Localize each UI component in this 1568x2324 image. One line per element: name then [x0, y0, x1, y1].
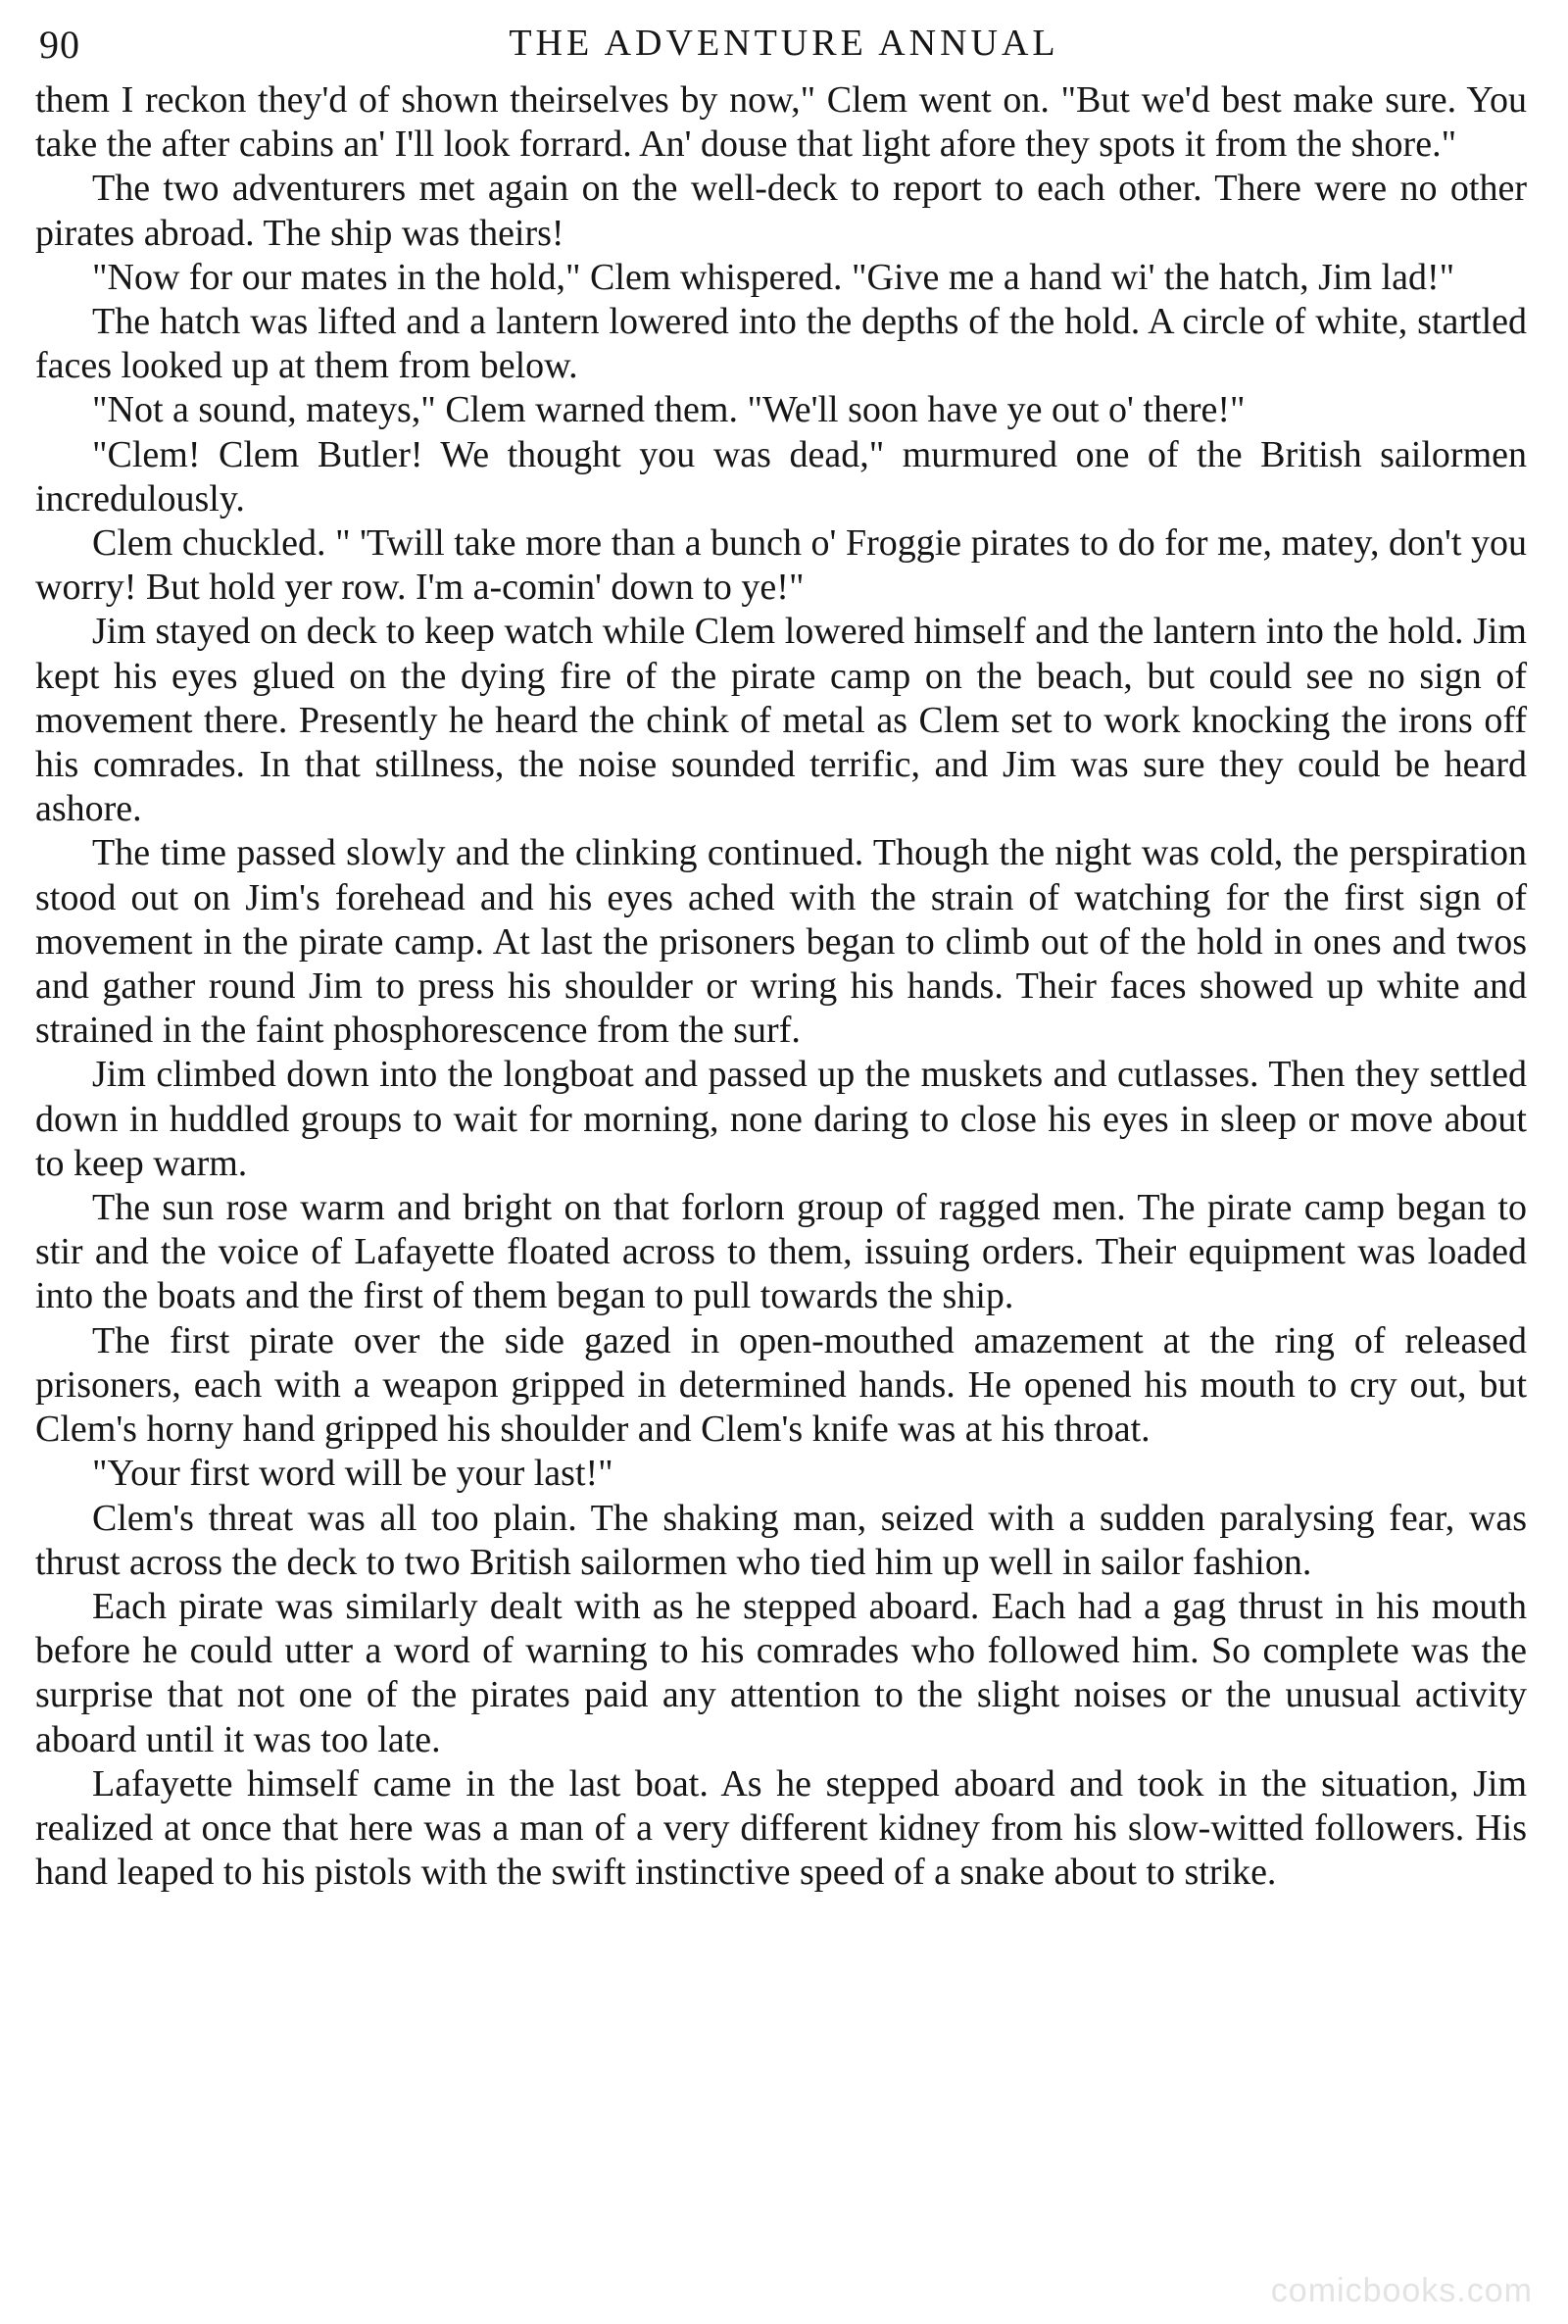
paragraph-10: Jim climbed down into the longboat and passed up the muskets and cutlasses. Then they settled down in huddled groups to wait for morning, none daring to close his eyes in sleep or move about to keep warm. [35, 1054, 1527, 1184]
page-number: 90 [39, 23, 80, 67]
paragraph-13: "Your first word will be your last!" [92, 1453, 613, 1495]
watermark: comicbooks.com [1270, 2272, 1533, 2309]
paragraph-8: Jim stayed on deck to keep watch while Clem lowered himself and the lantern into the hold. Jim kept his eyes glued on the dying fire of the pirate camp on the beach, but could see no sign of movement there. Presently he heard the chink of metal as Clem set to work knocking the irons off his comrades. In that stillness, the noise sounded terrific, and Jim was sure they could be heard ashore. [35, 611, 1527, 830]
paragraph-12: The first pirate over the side gazed in open-mouthed amazement at the ring of released prisoners, each with a weapon gripped in determined hands. He opened his mouth to cry out, but Clem's horny hand gripped his shoulder and Clem's knife was at his throat. [35, 1319, 1527, 1451]
paragraph-11: The sun rose warm and bright on that forlorn group of ragged men. The pirate camp began to stir and the voice of Lafayette floated across to them, issuing orders. Their equipment was loaded into the boats and the first of them began to pull towards the ship. [35, 1187, 1527, 1317]
running-title: THE ADVENTURE ANNUAL [509, 23, 1059, 64]
paragraph-16: Lafayette himself came in the last boat. As he stepped aboard and took in the situation, Jim realized at once that here was a man of a very different kidney from his slow-witted followers. His hand leaped to his pistols with the swift instinctive speed of a snake about to strike. [35, 1762, 1527, 1894]
paragraph-6: "Clem! Clem Butler! We thought you was dead," murmured one of the British sailormen incredulously. [35, 433, 1527, 519]
paragraph-5: "Not a sound, mateys," Clem warned them. "We'll soon have ye out o' there!" [92, 389, 1246, 431]
body-text [35, 78, 1527, 1895]
paragraph-1: them I reckon they'd of shown theirselves by now," Clem went on. "But we'd best make sure. You take the after cabins an' I'll look forrard. An' douse that light afore they spots it from the shore." [35, 79, 1527, 166]
running-head [35, 20, 1533, 73]
paragraph-14: Clem's threat was all too plain. The shaking man, seized with a sudden paralysing fear, was thrust across the deck to two British sailormen who tied him up well in sailor fashion. [35, 1497, 1527, 1583]
paragraph-9: The time passed slowly and the clinking continued. Though the night was cold, the perspiration stood out on Jim's forehead and his eyes ached with the strain of watching for the first sign of movement in the pirate camp. At last the prisoners began to climb out of the hold in ones and twos and gather round Jim to press his shoulder or wring his hands. Their faces showed up white and strained in the faint phosphorescence from the surf. [35, 832, 1527, 1052]
paragraph-3: "Now for our mates in the hold," Clem whispered. "Give me a hand wi' the hatch, Jim lad!" [92, 256, 1455, 298]
paragraph-7: Clem chuckled. " 'Twill take more than a bunch o' Froggie pirates to do for me, matey, don't you worry! But hold yer row. I'm a-comin' down to ye!" [35, 522, 1527, 609]
paragraph-4: The hatch was lifted and a lantern lowered into the depths of the hold. A circle of white, startled faces looked up at them from below. [35, 301, 1527, 387]
paragraph-2: The two adventurers met again on the well-deck to report to each other. There were no other pirates abroad. The ship was theirs! [35, 168, 1527, 254]
paragraph-15: Each pirate was similarly dealt with as he stepped aboard. Each had a gag thrust in his mouth before he could utter a word of warning to his comrades who followed him. So complete was the surprise that not one of the pirates paid any attention to the slight noises or the unusual activity aboard until it was too late. [35, 1585, 1527, 1760]
